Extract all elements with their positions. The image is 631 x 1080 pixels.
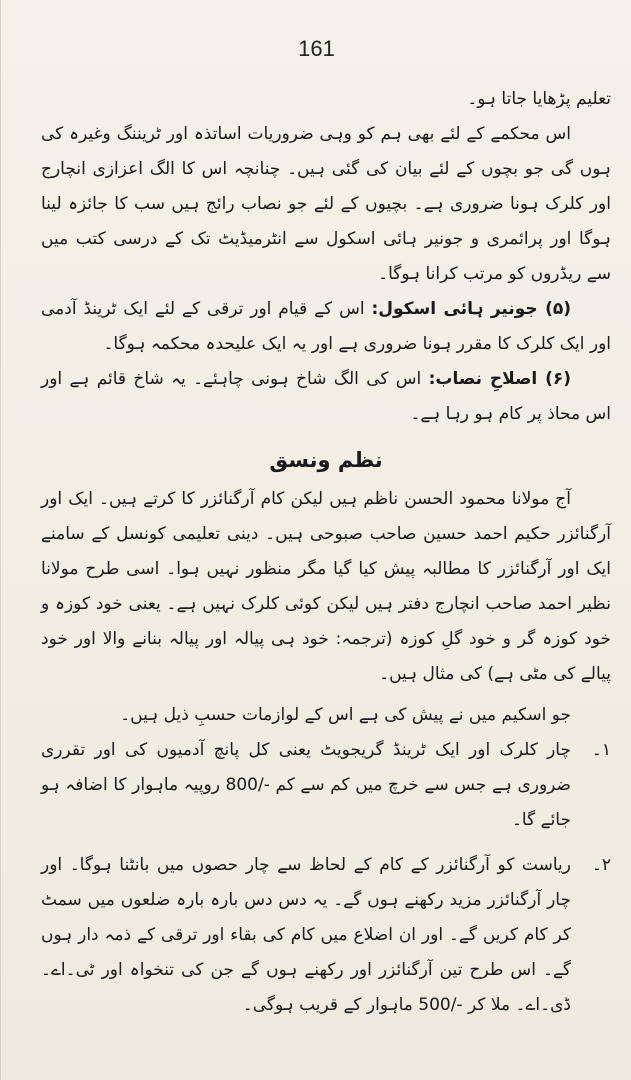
paragraph-6: جو اسکیم میں نے پیش کی ہے اس کے لوازمات حسبِ ذیل ہیں۔: [120, 705, 571, 725]
requirements-list: [41, 733, 611, 1023]
junior-high-text: اس کے قیام اور ترقی کے لئے ایک ٹرینڈ آدمی اور ایک کلرک کا مقرر ہونا ضروری ہے اور یہ ایک علیحدہ محکمہ ہوگا۔: [41, 299, 611, 354]
junior-high-label: (۵) جونیر ہائی اسکول:: [371, 299, 572, 319]
curriculum-reform-text: اس کی الگ شاخ ہونی چاہئے۔ یہ شاخ قائم ہے اور اس محاذ پر کام ہو رہا ہے۔: [41, 369, 611, 424]
list-item-text: چار کلرک اور ایک ٹرینڈ گریجویٹ یعنی کل پانچ آدمیوں کی اور تقرری ضروری ہے جس سے خرچ میں کم سے کم -/800 روپیہ ماہوار کا اضافہ ہو جائے گا۔: [41, 740, 571, 830]
list-item: [41, 733, 611, 838]
list-item-number: ۱۔: [591, 740, 611, 760]
paragraph-junior-high: [41, 292, 611, 362]
list-item-text: ریاست کو آرگنائزر کے کام کے لحاظ سے چار حصوں میں بانٹنا ہوگا۔ اور چار آرگنائزر مزید رکھنے ہوں گے۔ یہ دس دس بارہ بارہ ضلعوں میں سمٹ کر کام کریں گے۔ اور ان اضلاع میں کام کی بقاء اور ترقی کے ذمہ دار ہوں گے۔ اس طرح تین آرگنائزر اور رکھنے ہوں گے جن کی تنخواہ اور ٹی۔اے۔ڈی۔اے۔ ملا کر -/500 ماہوار کے قریب ہوگی۔: [41, 855, 571, 1015]
list-item-number: ۲۔: [591, 855, 611, 875]
page-body: [41, 82, 611, 1023]
list-item: [41, 848, 611, 1023]
paragraph-5: آج مولانا محمود الحسن ناظم ہیں لیکن کام آرگنائزر کا کرتے ہیں۔ ایک اور آرگنائزر حکیم احمد حسین صاحب صبوحی ہیں۔ دینی تعلیمی کونسل کے سامنے ایک اور آرگنائزر کا مطالبہ پیش کیا گیا مگر منظور نہیں ہوا۔ اسی طرح مولانا نظیر احمد صاحب انچارج دفتر ہیں لیکن کوئی کلرک نہیں ہے۔ یعنی خود کوزہ و خود کوزہ گر و خود گلِ کوزہ (ترجمہ: خود ہی پیالہ اور پیالہ بنانے والا اور خود پیالے کی مٹی ہے) کی مثال ہیں۔: [41, 489, 611, 684]
page-number: 161: [298, 36, 335, 61]
curriculum-reform-label: (۶) اصلاحِ نصاب:: [428, 369, 572, 389]
section-heading: نظم ونسق: [269, 448, 383, 472]
paragraph-2: اس محکمے کے لئے بھی ہم کو وہی ضروریات اساتذہ اور ٹریننگ وغیرہ کی ہوں گی جو بچوں کے لئے بیان کی گئی ہیں۔ چنانچہ اس کا الگ اعزازی انچارج اور کلرک ہونا ضروری ہے۔ بچیوں کے لئے جو نصاب رائج ہیں سب کا جائزہ لینا ہوگا اور پرائمری و جونیر ہائی اسکول سے انٹرمیڈیٹ تک کے درسی کتب میں سے ریڈروں کو مرتب کرانا ہوگا۔: [41, 124, 611, 284]
paragraph-1: تعلیم پڑھایا جاتا ہو۔: [467, 89, 611, 109]
paragraph-curriculum-reform: [41, 362, 611, 432]
